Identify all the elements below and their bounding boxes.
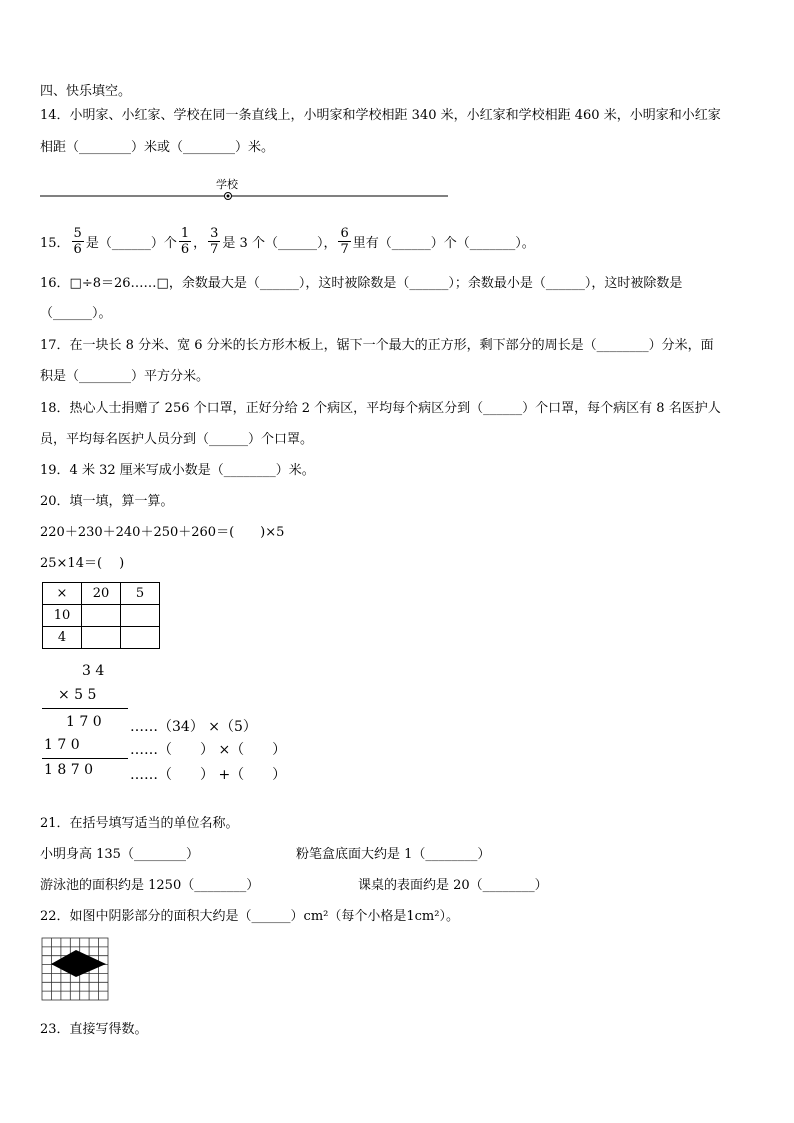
q20-multiplication-table bbox=[42, 582, 160, 649]
vertical-row-5: 1 8 7 0 bbox=[44, 762, 93, 778]
table-cell bbox=[121, 605, 160, 627]
table-cell: 10 bbox=[43, 605, 82, 627]
table-cell bbox=[121, 627, 160, 649]
q15-text-3: 是 3 个（______）， bbox=[222, 235, 337, 251]
table-cell: 20 bbox=[82, 583, 121, 605]
q15 bbox=[40, 224, 535, 258]
vertical-row-4: 1 7 0 bbox=[44, 737, 80, 753]
q14-line1: 14．小明家、小红家、学校在同一条直线上，小明家和学校相距 340 米，小红家和学校相距 460 米，小明家和小红家 bbox=[40, 108, 721, 123]
q14-line2: 相距（________）米或（________）米。 bbox=[40, 140, 275, 155]
q15-text-2: ， bbox=[193, 235, 207, 251]
q14-number-line bbox=[36, 172, 456, 208]
q20-equation-2: 25×14＝( ) bbox=[40, 556, 125, 571]
q21-item-a: 小明身高 135（________） bbox=[40, 847, 199, 862]
school-label: 学校 bbox=[216, 178, 238, 191]
vertical-row-3: 1 7 0 bbox=[66, 714, 102, 730]
q20-equation-1: 220＋230＋240＋250＋260＝( )×5 bbox=[40, 525, 285, 540]
q21-item-d: 课桌的表面约是 20（________） bbox=[358, 878, 548, 893]
table-row bbox=[43, 627, 160, 649]
q16-line2: （______）。 bbox=[40, 306, 112, 321]
q19: 19．4 米 32 厘米写成小数是（________）米。 bbox=[40, 463, 315, 478]
table-cell bbox=[82, 605, 121, 627]
vertical-note-3: ……（ ） +（ ） bbox=[130, 767, 287, 783]
q21-item-c: 游泳池的面积约是 1250（________） bbox=[40, 878, 260, 893]
table-cell: 4 bbox=[43, 627, 82, 649]
vertical-row-2: × 5 5 bbox=[58, 687, 97, 703]
table-row bbox=[43, 583, 160, 605]
q21-title: 21．在括号填写适当的单位名称。 bbox=[40, 816, 239, 831]
vertical-row-1: 3 4 bbox=[82, 663, 105, 679]
table-cell bbox=[82, 627, 121, 649]
q15-text-1: 是（______）个 bbox=[85, 235, 177, 251]
q15-text-4: 里有（______）个（_______）。 bbox=[352, 235, 535, 251]
q15-fraction-4: $\frac{6}{7}$ bbox=[340, 225, 349, 257]
vertical-note-2: ……（ ） ×（ ） bbox=[130, 742, 287, 758]
q18-line1: 18．热心人士捐赠了 256 个口罩，正好分给 2 个病区，平均每个病区分到（______）个口罩，每个病区有 8 名医护人 bbox=[40, 401, 721, 416]
q18-line2: 员，平均每名医护人员分到（______）个口罩。 bbox=[40, 432, 314, 447]
q17-line2: 积是（________）平方分米。 bbox=[40, 369, 210, 384]
q17-line1: 17．在一块长 8 分米、宽 6 分米的长方形木板上，锯下一个最大的正方形，剩下部分的周长是（________）分米，面 bbox=[40, 338, 714, 353]
q15-number: 15． bbox=[40, 235, 70, 251]
vertical-divider-2 bbox=[42, 758, 128, 759]
q21-item-b: 粉笔盒底面大约是 1（________） bbox=[296, 847, 491, 862]
table-cell: 5 bbox=[121, 583, 160, 605]
q15-fraction-1: $\frac{5}{6}$ bbox=[73, 225, 82, 257]
q23: 23．直接写得数。 bbox=[40, 1022, 148, 1037]
table-row bbox=[43, 605, 160, 627]
table-cell: × bbox=[43, 583, 82, 605]
vertical-note-1: ……（34） ×（5） bbox=[130, 719, 257, 735]
shaded-rhombus bbox=[51, 950, 106, 977]
q22: 22．如图中阴影部分的面积大约是（______）cm²（每个小格是1cm²）。 bbox=[40, 909, 459, 924]
q15-fraction-3: $\frac{3}{7}$ bbox=[210, 225, 219, 257]
vertical-divider-1 bbox=[42, 708, 128, 709]
section-title: 四、快乐填空。 bbox=[40, 84, 132, 99]
q15-fraction-2: $\frac{1}{6}$ bbox=[180, 225, 190, 257]
q16-line1: 16．□÷8＝26……□，余数最大是（______），这时被除数是（______）；余数最小是（______），这时被除数是 bbox=[40, 276, 683, 291]
q20-title: 20．填一填，算一算。 bbox=[40, 494, 174, 509]
q22-grid-figure bbox=[40, 934, 112, 1002]
